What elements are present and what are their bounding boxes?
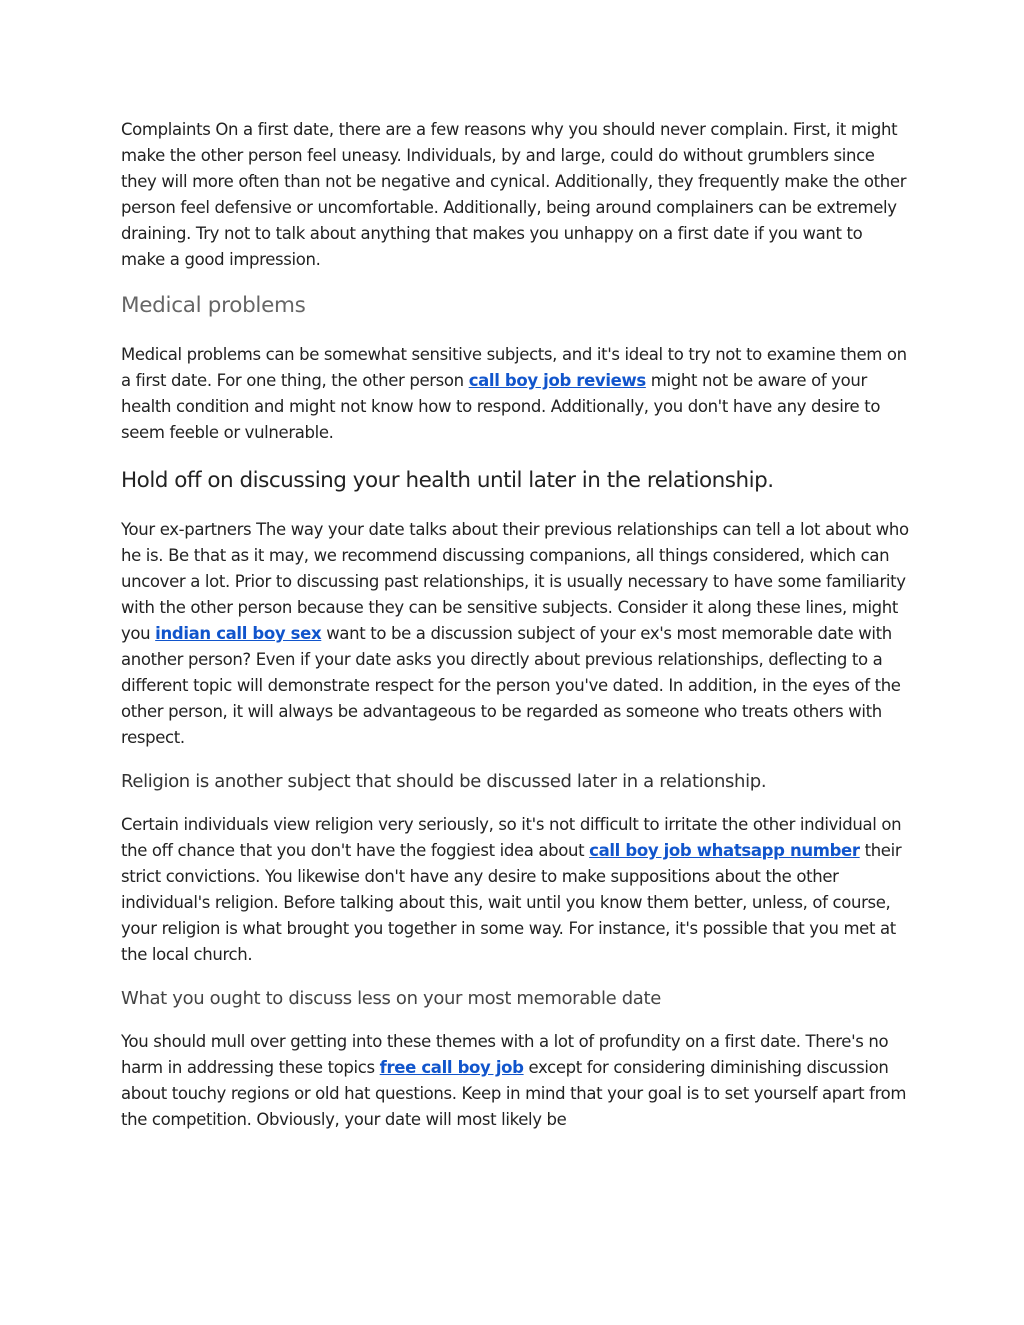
religion-text-before: Certain individuals view religion very seriously, so it's not difficult to irritate the other individual on the off chance that you don't have the foggiest idea about <box>121 815 902 860</box>
discuss-less-text-before: You should mull over getting into these themes with a lot of profundity on a first date. There's no harm in addressing these topics <box>121 1032 889 1077</box>
complaints-text: Complaints On a first date, there are a few reasons why you should never complain. First, it might make the other person feel uneasy. Individuals, by and large, could do without grumblers since they will more often than not be negative and cynical. Additionally, they frequently make the other person feel defensive or uncomfortable. Additionally, being around complainers can be extremely draining. Try not to talk about anything that makes you unhappy on a first date if you want to make a good impression. <box>121 120 907 269</box>
discuss-less-paragraph <box>121 1029 911 1133</box>
medical-problems-heading: Medical problems <box>121 293 306 318</box>
call-boy-job-reviews-link[interactable]: call boy job reviews <box>468 371 646 390</box>
ex-partners-text-after: want to be a discussion subject of your ex's most memorable date with another person? Even if your date asks you directly about previous relationships, deflecting to a different topic will demonstrate respect for the person you've dated. In addition, in the eyes of the other person, it will always be advantageous to be regarded as someone who treats others with respect. <box>121 624 901 747</box>
medical-text-before: Medical problems can be somewhat sensitive subjects, and it's ideal to try not to examine them on a first date. For one thing, the other person <box>121 345 907 390</box>
religion-paragraph <box>121 812 911 968</box>
discuss-less-heading: What you ought to discuss less on your most memorable date <box>121 988 661 1009</box>
discuss-less-text-after: except for considering diminishing discussion about touchy regions or old hat questions. Keep in mind that your goal is to set yourself apart from the competition. Obviously, your date will most likely be <box>121 1058 907 1129</box>
complaints-paragraph <box>121 117 911 273</box>
health-heading: Hold off on discussing your health until later in the relationship. <box>121 468 774 493</box>
ex-partners-text-before: Your ex-partners The way your date talks about their previous relationships can tell a lot about who he is. Be that as it may, we recommend discussing companions, all things considered, which can uncover a lot. Prior to discussing past relationships, it is usually necessary to have some familiarity with the other person because they can be sensitive subjects. Consider it along these lines, might you <box>121 520 909 643</box>
medical-text-after: might not be aware of your health condition and might not know how to respond. Additionally, you don't have any desire to seem feeble or vulnerable. <box>121 371 881 442</box>
ex-partners-paragraph <box>121 517 911 751</box>
religion-heading: Religion is another subject that should be discussed later in a relationship. <box>121 771 767 792</box>
indian-call-boy-sex-link[interactable]: indian call boy sex <box>155 624 322 643</box>
free-call-boy-job-link[interactable]: free call boy job <box>379 1058 524 1077</box>
call-boy-job-whatsapp-number-link[interactable]: call boy job whatsapp number <box>589 841 860 860</box>
document-page <box>121 117 911 1133</box>
medical-paragraph <box>121 342 911 446</box>
religion-text-after: their strict convictions. You likewise don't have any desire to make suppositions about the other individual's religion. Before talking about this, wait until you know them better, unless, of course, your religion is what brought you together in some way. For instance, it's possible that you met at the local church. <box>121 841 902 964</box>
